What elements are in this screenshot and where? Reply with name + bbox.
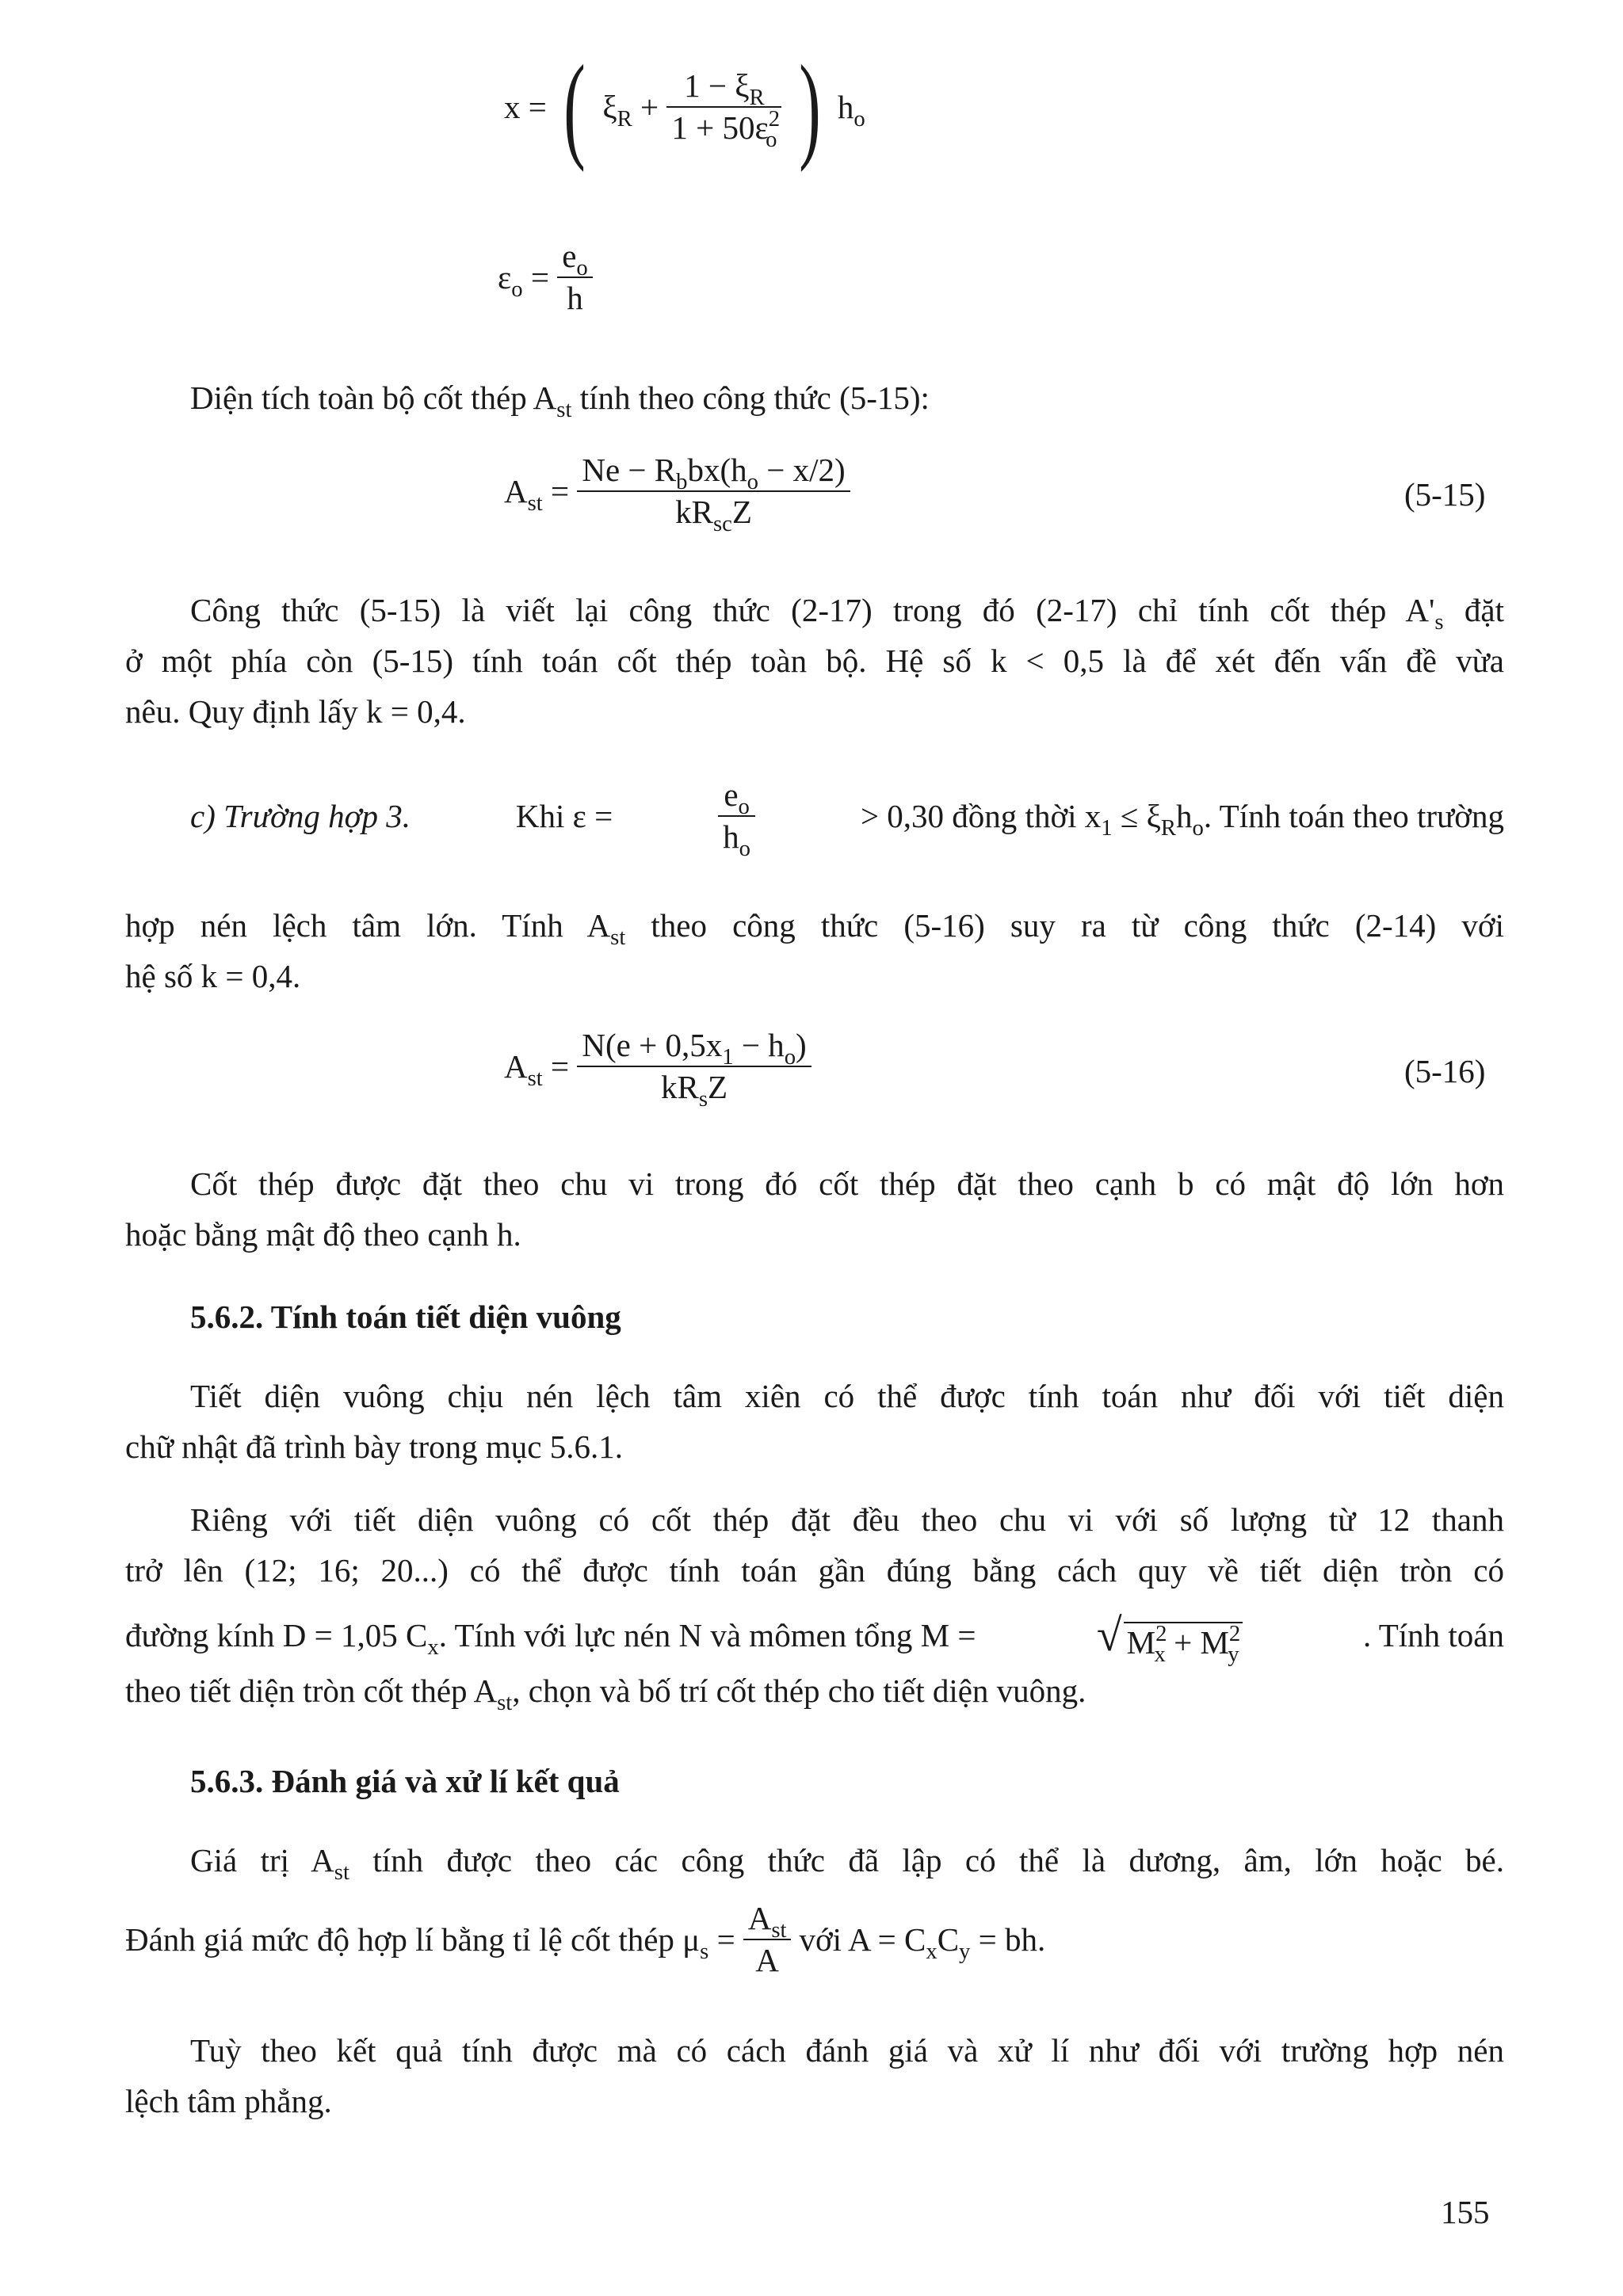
reinforcement-ratio-fraction: $\frac{A_{st}}{A}$ — [743, 1900, 792, 1979]
paragraph-square-rebar-line3: đường kính D = 1,05 $C_x$. Tính với lực nén N và mômen tổng M = √ $M^2_x + M^2_y$ . Tính toán — [125, 1609, 1504, 1668]
page-number: 155 — [1441, 2194, 1490, 2230]
paragraph-square-section-line1: Tiết diện vuông chịu nén lệch tâm xiên có thể được tính toán như đối với tiết diện — [190, 1378, 1504, 1414]
formula-x — [504, 41, 865, 198]
sqrt-icon: √ — [1096, 1609, 1122, 1661]
formula-x-fraction: $\frac{1 - \xi_R}{1 + 50\varepsilon^2_o}$ — [666, 67, 781, 147]
paragraph-evaluation-line2: Đánh giá mức độ hợp lí bằng tỉ lệ cốt thép $\mu_s$ = $\frac{A_{st}}{A}$ với $A = C_xC_y$ = bh. — [125, 1900, 1046, 1979]
equation-5-16-fraction: $\frac{N(e + 0,5x_1 - h_o)}{kR_sZ}$ — [577, 1027, 811, 1106]
h-o: $h_o$ — [837, 89, 865, 132]
equation-5-15: $A_{st}$ = $\frac{Ne - R_bbx(h_o - x/2)}{kR_{sc}Z}$ — [504, 452, 850, 531]
paragraph-formula-note-line1: Công thức (5-15) là viết lại công thức (2-17) trong đó (2-17) chỉ tính cốt thép $A'_s$ đặt — [190, 592, 1504, 635]
paragraph-square-section-line2: chữ nhật đã trình bày trong mục 5.6.1. — [125, 1428, 623, 1465]
case-3-fraction: $\frac{e_o}{h_o}$ — [718, 776, 755, 856]
moment-sqrt: √ $M^2_x + M^2_y$ — [1097, 1608, 1243, 1661]
paragraph-ast-intro: Diện tích toàn bộ cốt thép $A_{st}$ tính theo công thức (5-15): — [190, 379, 930, 423]
formula-x-lhs: x = — [504, 89, 547, 125]
paragraph-conclusion-line1: Tuỳ theo kết quả tính được mà có cách đánh giá và xử lí như đối với trường hợp nén — [190, 2032, 1504, 2069]
xi-r: $\xi_R$ — [602, 89, 632, 132]
paragraph-square-rebar-line1: Riêng với tiết diện vuông có cốt thép đặt đều theo chu vi với số lượng từ 12 thanh — [190, 1501, 1504, 1538]
heading-5-6-3: 5.6.3. Đánh giá và xử lí kết quả — [190, 1763, 620, 1799]
equation-5-16: $A_{st}$ = $\frac{N(e + 0,5x_1 - h_o)}{kR_sZ}$ — [504, 1027, 812, 1106]
epsilon-fraction: $\frac{e_o}{h}$ — [557, 238, 593, 317]
case-3-line3: hệ số k = 0,4. — [125, 958, 301, 994]
equation-label-5-16: (5-16) — [1404, 1053, 1486, 1089]
case-3-label: c) Trường hợp 3. — [190, 798, 411, 835]
left-paren: ( — [563, 41, 586, 173]
paragraph-square-rebar-line4: theo tiết diện tròn cốt thép $A_{st}$, chọn và bố trí cốt thép cho tiết diện vuông. — [125, 1672, 1086, 1716]
formula-epsilon: $\varepsilon_o$ = $\frac{e_o}{h}$ — [498, 238, 593, 317]
paragraph-rebar-placement-line2: hoặc bằng mật độ theo cạnh h. — [125, 1216, 521, 1253]
right-paren: ) — [798, 41, 821, 173]
equation-label-5-15: (5-15) — [1404, 476, 1486, 513]
case-3-line1: c) Trường hợp 3. Khi ε = $\frac{e_o}{h_o}$ > 0,30 đồng thời $x_1 \le \xi_Rh_o$. Tính toán theo trường — [190, 776, 1504, 862]
paragraph-formula-note-line3: nêu. Quy định lấy k = 0,4. — [125, 693, 466, 730]
paragraph-formula-note-line2: ở một phía còn (5-15) tính toán cốt thép toàn bộ. Hệ số k < 0,5 là để xét đến vấn đề vừa — [125, 643, 1504, 679]
case-3-line2: hợp nén lệch tâm lớn. Tính $A_{st}$ theo công thức (5-16) suy ra từ công thức (2-14) với — [125, 907, 1504, 951]
paragraph-rebar-placement-line1: Cốt thép được đặt theo chu vi trong đó cốt thép đặt theo cạnh b có mật độ lớn hơn — [190, 1165, 1504, 1202]
plus-sign: + — [640, 89, 659, 125]
heading-5-6-2: 5.6.2. Tính toán tiết diện vuông — [190, 1299, 621, 1335]
paragraph-square-rebar-line2: trở lên (12; 16; 20...) có thể được tính toán gần đúng bằng cách quy về tiết diện tròn có — [125, 1552, 1504, 1589]
equation-5-15-fraction: $\frac{Ne - R_bbx(h_o - x/2)}{kR_{sc}Z}$ — [577, 452, 850, 531]
paragraph-conclusion-line2: lệch tâm phẳng. — [125, 2083, 332, 2119]
paragraph-evaluation-line1: Giá trị $A_{st}$ tính được theo các công thức đã lập có thể là dương, âm, lớn hoặc bé. — [190, 1842, 1504, 1886]
